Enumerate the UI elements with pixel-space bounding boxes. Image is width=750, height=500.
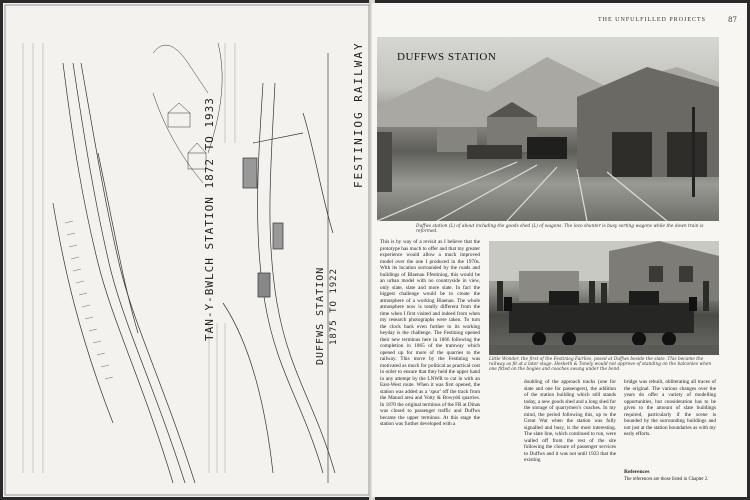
left-page-drawings [3,3,371,497]
festiniog-railway-title: FESTINIOG RAILWAY [352,41,365,188]
references-heading: References [624,469,650,475]
references-text: The references are those listed in Chapter 2. [624,477,709,482]
locomotive-photo-illustration [489,241,719,355]
photo2-caption: Little Wonder, the first of the Festiniog Fairlies, posed at Duffws beside the slate. This became the railway as fit at a later stage. Hesketh & Tonely would not approve of standing on the balconies when one fitted on the bogies and coaches swung under the bend. [489,357,712,372]
duffws-plan-title: DUFFWS STATION [315,266,326,365]
track-plan-drawings [3,3,371,497]
body-text-column-2: doubling of the approach tracks (one for slate and one for passengers), the addition of the station building which still stands today, a new goods shed and a long shed for the storage of quarrymen’s coaches. In my mind, the period following this, up to the Great War when the station was fully signalled and busy, is the most interesting. The slate line, which continued to run, were walled off from the rest of the site following the closure of passenger services to Duffws and it was not until 1933 that the existing [524,379,616,463]
station-photo-illustration [377,37,719,221]
running-head: THE UNFULFILLED PROJECTS [598,17,707,23]
page-number: 87 [728,16,737,24]
tan-y-bwlch-title: TAN-Y-BWLCH STATION 1872 TO 1933 [203,97,216,341]
body-text-column-3: bridge was rebuilt, obliterating all traces of the original. The various changes over the years do offer a variety of modelling opportunities, but consideration has to be given to the amount of slate buildings required, particularly if the scene is bounded by the surrounding buildings and not just at the station boundaries as with my early efforts. [624,379,716,437]
duffws-station-photo [377,37,719,221]
duffws-plan-dates: 1875 TO 1922 [329,267,339,345]
body-text-column-1: This is by way of a revisit as I believe that the prototype has much to offer and that my greater experience would allow a much improved model over the one I produced in the 1970s. With its location surrounded by the roads and buildings of Blaenau Ffestiniog, this would be an urban model with no countryside in view, only slate, slate and more slate. In fact the biggest challenge would be to create the atmosphere of a working Blaenau. The whole atmosphere now is totally different from the time when I first visited and indeed from when my research photographs were taken. To turn the clock back even further to its working heyday is the challenge. The Festiniog opened their new terminus here in 1866 following the completion in 1865 of the tramway which opened up for more of the quarries to the railway. This move by the Festiniog was motivated as much for political as practical cost in order to ensure that they held the upper hand in any attempt by the LNWR to cut in with an East-West route. When it was first opened, the station was added as a ‘spur’ off the track from the Manod area and Votty & Bowydd quarries. In 1870 the original terminus of the FR at Dinas was closed to passenger traffic and Duffws became the upper terminus. At this stage the station was further developed with a [380,239,480,427]
photo1-caption: Duffws station (L) of about including the goods shed (L) of wagons. The loco shunter is busy sorting wagons while the down train is reformed. [416,224,704,234]
section-title: DUFFWS STATION [397,51,497,63]
little-wonder-photo [489,241,719,355]
right-page [372,3,747,497]
